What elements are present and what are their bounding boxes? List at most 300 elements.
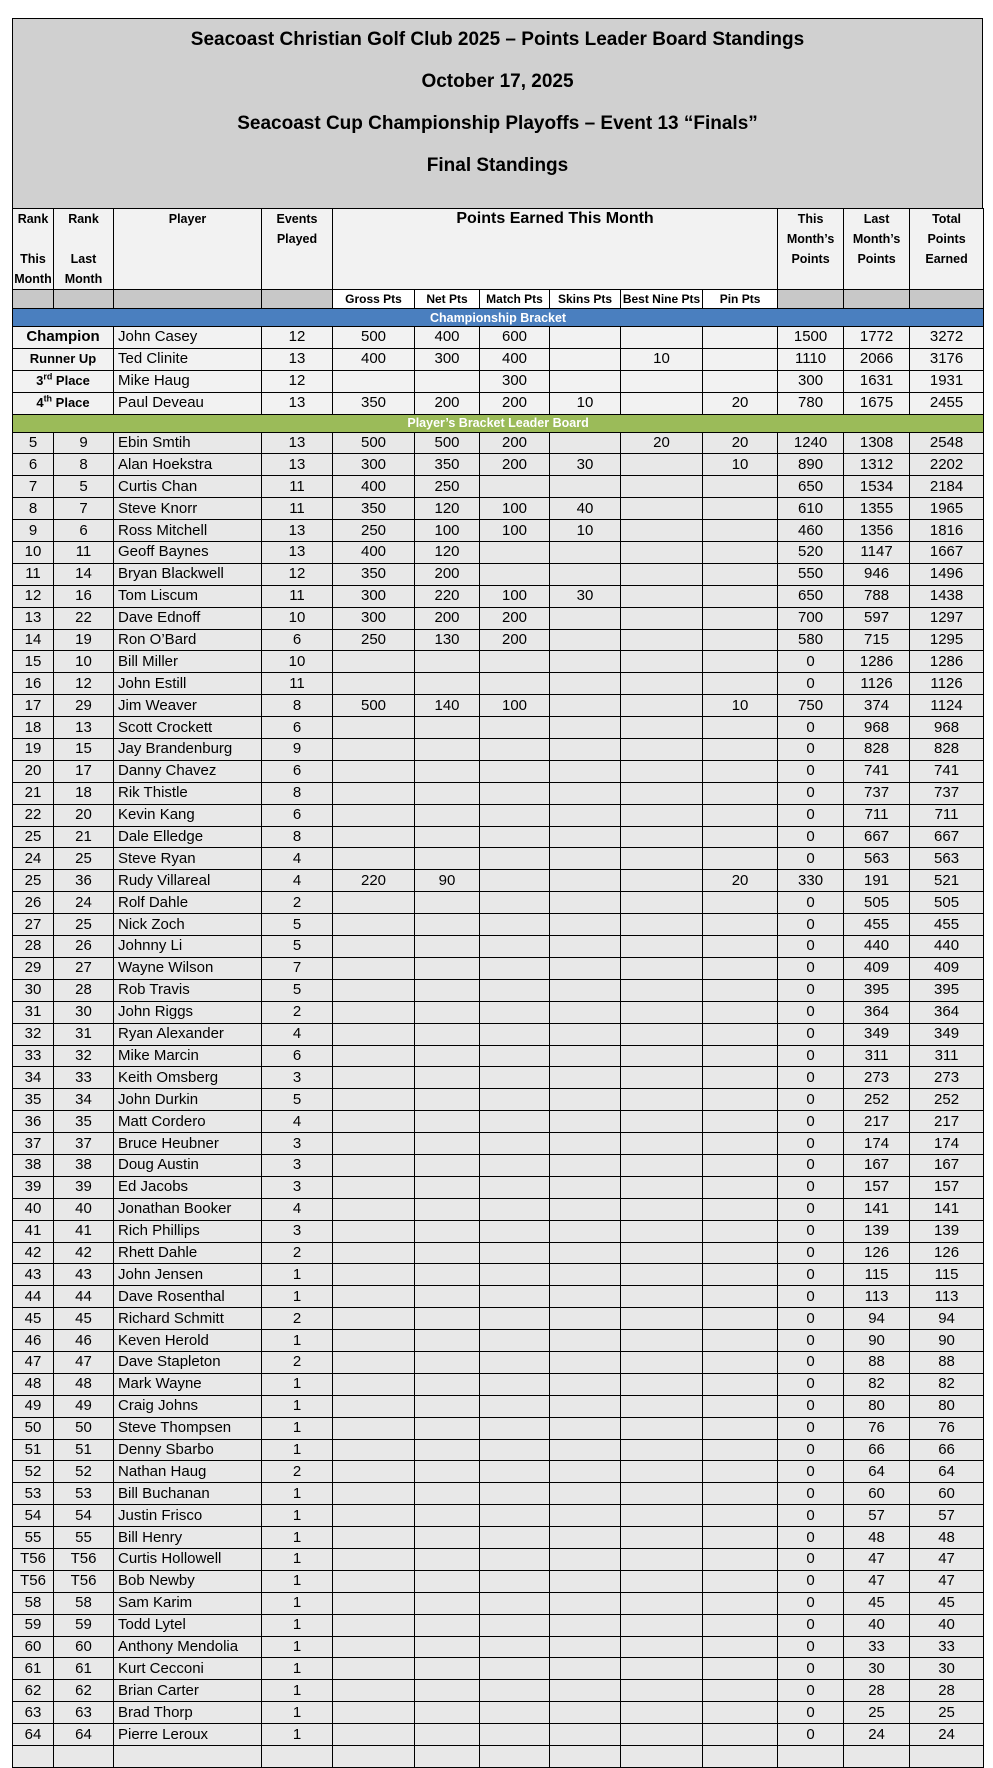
cell-pin [703, 1154, 778, 1176]
cell-rank-this: 48 [13, 1373, 54, 1395]
cell-rank-last: 11 [54, 542, 114, 564]
cell-last: 47 [844, 1548, 910, 1570]
cell-events: 1 [262, 1636, 333, 1658]
cell-rank-last: 7 [54, 498, 114, 520]
cell-events: 12 [262, 327, 333, 349]
cell-this: 0 [778, 1045, 844, 1067]
cell-match [480, 979, 550, 1001]
playoff-place [13, 392, 114, 414]
cell-pin [703, 1001, 778, 1023]
cell-this: 0 [778, 1286, 844, 1308]
cell-match [480, 1198, 550, 1220]
cell-last: 597 [844, 607, 910, 629]
cell-player: Denny Sbarbo [114, 1439, 262, 1461]
player-row [13, 826, 984, 848]
cell-rank-last: 21 [54, 826, 114, 848]
cell-last: 33 [844, 1636, 910, 1658]
cell-player: Keven Herold [114, 1330, 262, 1352]
cell-pin [703, 1570, 778, 1592]
cell-total: 273 [910, 1067, 984, 1089]
cell-last: 1126 [844, 673, 910, 695]
cell-skins [550, 1395, 621, 1417]
cell-best9 [621, 804, 703, 826]
cell-net [415, 1724, 480, 1746]
cell-net [415, 1154, 480, 1176]
cell-rank-last: T56 [54, 1570, 114, 1592]
cell-best9 [621, 936, 703, 958]
cell-rank-last: 55 [54, 1527, 114, 1549]
cell-match [480, 1330, 550, 1352]
player-row [13, 1089, 984, 1111]
cell-player: Craig Johns [114, 1395, 262, 1417]
cell-last: 64 [844, 1461, 910, 1483]
cell-skins [550, 957, 621, 979]
cell-events: 1 [262, 1527, 333, 1549]
cell-skins [550, 1614, 621, 1636]
cell-player: Geoff Baynes [114, 542, 262, 564]
player-row [13, 1286, 984, 1308]
player-row [13, 848, 984, 870]
cell-pin [703, 348, 778, 370]
cell-events: 11 [262, 585, 333, 607]
cell-best9 [621, 717, 703, 739]
cell-pin [703, 848, 778, 870]
cell-this: 0 [778, 1176, 844, 1198]
cell-gross [333, 1614, 415, 1636]
cell-last: 409 [844, 957, 910, 979]
player-row [13, 979, 984, 1001]
cell-player: Bryan Blackwell [114, 563, 262, 585]
cell-events: 13 [262, 432, 333, 454]
player-row [13, 1548, 984, 1570]
cell-player: Curtis Hollowell [114, 1548, 262, 1570]
cell-match [480, 1220, 550, 1242]
cell-pin [703, 1176, 778, 1198]
cell-gross [333, 1133, 415, 1155]
cell-total: 395 [910, 979, 984, 1001]
cell-rank-this: 42 [13, 1242, 54, 1264]
cell-last: 273 [844, 1067, 910, 1089]
cell-player: Wayne Wilson [114, 957, 262, 979]
cell-gross [333, 1001, 415, 1023]
subhead-blank [54, 290, 114, 309]
cell-this: 0 [778, 1089, 844, 1111]
cell-rank-this: 63 [13, 1702, 54, 1724]
cell-player: Ryan Alexander [114, 1023, 262, 1045]
cell-rank-last: 53 [54, 1483, 114, 1505]
cell-rank-last: 32 [54, 1045, 114, 1067]
cell-this: 0 [778, 717, 844, 739]
cell-gross: 250 [333, 629, 415, 651]
cell-this: 0 [778, 957, 844, 979]
cell-rank-last: 58 [54, 1592, 114, 1614]
cell-gross [333, 1154, 415, 1176]
cell-rank-last: 24 [54, 892, 114, 914]
cell-rank-this: 32 [13, 1023, 54, 1045]
cell-skins [550, 739, 621, 761]
col-net-pts: Net Pts [415, 290, 480, 309]
cell-gross [333, 914, 415, 936]
subhead-blank [778, 290, 844, 309]
cell-total: 3176 [910, 348, 984, 370]
cell-total: 521 [910, 870, 984, 892]
cell-player: Bill Buchanan [114, 1483, 262, 1505]
cell-best9 [621, 1395, 703, 1417]
cell-rank-last: 36 [54, 870, 114, 892]
cell-gross [333, 1724, 415, 1746]
cell-match: 300 [480, 370, 550, 392]
cell-player: Jim Weaver [114, 695, 262, 717]
cell-pin [703, 1111, 778, 1133]
cell-total: 47 [910, 1548, 984, 1570]
cell-gross [333, 1045, 415, 1067]
cell-pin [703, 1242, 778, 1264]
cell-events: 3 [262, 1176, 333, 1198]
cell-best9 [621, 1417, 703, 1439]
cell-player: Brian Carter [114, 1680, 262, 1702]
cell-best9 [621, 1548, 703, 1570]
cell-match [480, 848, 550, 870]
empty-cell [114, 1746, 262, 1768]
cell-events: 1 [262, 1614, 333, 1636]
cell-player: Bill Miller [114, 651, 262, 673]
cell-pin [703, 892, 778, 914]
cell-events: 12 [262, 370, 333, 392]
cell-rank-this: 39 [13, 1176, 54, 1198]
cell-this: 0 [778, 782, 844, 804]
cell-player: Sam Karim [114, 1592, 262, 1614]
cell-best9 [621, 585, 703, 607]
cell-last: 563 [844, 848, 910, 870]
cell-events: 4 [262, 848, 333, 870]
cell-gross [333, 1439, 415, 1461]
cell-skins: 10 [550, 392, 621, 414]
cell-rank-this: 55 [13, 1527, 54, 1549]
cell-player: Dave Ednoff [114, 607, 262, 629]
cell-net [415, 1417, 480, 1439]
cell-gross: 220 [333, 870, 415, 892]
cell-total: 157 [910, 1176, 984, 1198]
cell-rank-last: 22 [54, 607, 114, 629]
cell-best9 [621, 957, 703, 979]
cell-total: 968 [910, 717, 984, 739]
cell-pin [703, 1548, 778, 1570]
cell-this: 0 [778, 1702, 844, 1724]
cell-events: 8 [262, 782, 333, 804]
cell-total: 115 [910, 1264, 984, 1286]
cell-last: 66 [844, 1439, 910, 1461]
cell-events: 1 [262, 1592, 333, 1614]
cell-events: 2 [262, 1308, 333, 1330]
cell-net [415, 760, 480, 782]
cell-match: 100 [480, 520, 550, 542]
cell-player: Justin Frisco [114, 1505, 262, 1527]
cell-total: 1667 [910, 542, 984, 564]
player-row [13, 1067, 984, 1089]
cell-best9 [621, 1527, 703, 1549]
player-row [13, 1351, 984, 1373]
cell-last: 741 [844, 760, 910, 782]
cell-total: 1965 [910, 498, 984, 520]
cell-skins [550, 1308, 621, 1330]
cell-total: 47 [910, 1570, 984, 1592]
cell-rank-this: 17 [13, 695, 54, 717]
empty-cell [910, 1746, 984, 1768]
cell-rank-last: 31 [54, 1023, 114, 1045]
cell-total: 40 [910, 1614, 984, 1636]
cell-gross [333, 804, 415, 826]
cell-player: John Estill [114, 673, 262, 695]
cell-gross: 400 [333, 542, 415, 564]
cell-total: 1286 [910, 651, 984, 673]
cell-total: 349 [910, 1023, 984, 1045]
cell-player: Rik Thistle [114, 782, 262, 804]
cell-best9 [621, 1724, 703, 1746]
cell-net [415, 1702, 480, 1724]
cell-last: 946 [844, 563, 910, 585]
cell-last: 174 [844, 1133, 910, 1155]
cell-rank-this: 60 [13, 1636, 54, 1658]
cell-this: 0 [778, 651, 844, 673]
cell-gross: 400 [333, 476, 415, 498]
cell-match [480, 1527, 550, 1549]
cell-match: 200 [480, 392, 550, 414]
cell-net [415, 1527, 480, 1549]
cell-player: Dale Elledge [114, 826, 262, 848]
cell-best9 [621, 870, 703, 892]
cell-events: 13 [262, 392, 333, 414]
cell-match: 200 [480, 454, 550, 476]
playoff-place [13, 370, 114, 392]
cell-best9 [621, 1286, 703, 1308]
cell-this: 520 [778, 542, 844, 564]
cell-events: 4 [262, 1023, 333, 1045]
cell-skins [550, 892, 621, 914]
cell-pin [703, 1636, 778, 1658]
cell-rank-this: 20 [13, 760, 54, 782]
cell-gross: 300 [333, 454, 415, 476]
section-label: Player’s Bracket Leader Board [13, 414, 984, 432]
cell-this: 0 [778, 892, 844, 914]
cell-best9 [621, 327, 703, 349]
cell-skins [550, 695, 621, 717]
cell-best9 [621, 1570, 703, 1592]
cell-events: 1 [262, 1417, 333, 1439]
cell-skins [550, 1045, 621, 1067]
player-row [13, 1680, 984, 1702]
cell-rank-this: 37 [13, 1133, 54, 1155]
cell-pin [703, 717, 778, 739]
cell-this: 460 [778, 520, 844, 542]
cell-rank-this: 47 [13, 1351, 54, 1373]
cell-events: 1 [262, 1439, 333, 1461]
cell-rank-last: 33 [54, 1067, 114, 1089]
cell-rank-last: 60 [54, 1636, 114, 1658]
cell-events: 2 [262, 1351, 333, 1373]
cell-player: John Jensen [114, 1264, 262, 1286]
report-subtitle: Final Standings [426, 155, 569, 176]
cell-player: Steve Knorr [114, 498, 262, 520]
cell-pin [703, 476, 778, 498]
cell-skins [550, 1264, 621, 1286]
cell-rank-last: 27 [54, 957, 114, 979]
cell-pin [703, 1045, 778, 1067]
cell-rank-last: 62 [54, 1680, 114, 1702]
cell-best9 [621, 914, 703, 936]
cell-events: 5 [262, 1089, 333, 1111]
cell-pin [703, 1373, 778, 1395]
cell-skins [550, 1067, 621, 1089]
cell-rank-this: 18 [13, 717, 54, 739]
cell-rank-last: 41 [54, 1220, 114, 1242]
playoff-row [13, 370, 984, 392]
cell-pin: 10 [703, 695, 778, 717]
cell-this: 1110 [778, 348, 844, 370]
cell-net [415, 1395, 480, 1417]
cell-match [480, 782, 550, 804]
cell-gross [333, 1067, 415, 1089]
cell-best9 [621, 498, 703, 520]
cell-match [480, 1023, 550, 1045]
cell-pin [703, 542, 778, 564]
place-ordinal: rd [43, 371, 53, 382]
cell-events: 1 [262, 1680, 333, 1702]
empty-cell [778, 1746, 844, 1768]
cell-last: 1355 [844, 498, 910, 520]
cell-net [415, 1461, 480, 1483]
cell-skins [550, 1242, 621, 1264]
cell-last: 88 [844, 1351, 910, 1373]
cell-player: Ted Clinite [114, 348, 262, 370]
cell-rank-this: 44 [13, 1286, 54, 1308]
col-pin-pts: Pin Pts [703, 290, 778, 309]
cell-best9 [621, 542, 703, 564]
cell-best9 [621, 1658, 703, 1680]
empty-cell [844, 1746, 910, 1768]
cell-skins [550, 651, 621, 673]
player-row [13, 782, 984, 804]
cell-player: Mike Marcin [114, 1045, 262, 1067]
cell-skins [550, 1023, 621, 1045]
cell-last: 1356 [844, 520, 910, 542]
cell-skins [550, 1461, 621, 1483]
cell-best9 [621, 1133, 703, 1155]
cell-match [480, 651, 550, 673]
cell-match [480, 1439, 550, 1461]
cell-rank-last: 10 [54, 651, 114, 673]
cell-this: 0 [778, 914, 844, 936]
cell-match: 200 [480, 629, 550, 651]
cell-rank-last: 48 [54, 1373, 114, 1395]
cell-rank-last: 35 [54, 1111, 114, 1133]
cell-player: Rolf Dahle [114, 892, 262, 914]
cell-rank-this: 62 [13, 1680, 54, 1702]
cell-rank-this: 27 [13, 914, 54, 936]
cell-rank-this: 6 [13, 454, 54, 476]
cell-last: 157 [844, 1176, 910, 1198]
cell-best9 [621, 1351, 703, 1373]
cell-total: 2202 [910, 454, 984, 476]
cell-skins [550, 1373, 621, 1395]
cell-last: 440 [844, 936, 910, 958]
cell-last: 374 [844, 695, 910, 717]
cell-net [415, 1351, 480, 1373]
player-row [13, 1483, 984, 1505]
cell-net [415, 739, 480, 761]
cell-skins [550, 1527, 621, 1549]
cell-match [480, 1176, 550, 1198]
cell-this: 1240 [778, 432, 844, 454]
cell-last: 40 [844, 1614, 910, 1636]
cell-player: Dave Rosenthal [114, 1286, 262, 1308]
cell-gross [333, 1264, 415, 1286]
cell-net [415, 957, 480, 979]
cell-skins [550, 1176, 621, 1198]
cell-gross [333, 826, 415, 848]
cell-net [415, 1023, 480, 1045]
cell-pin [703, 1483, 778, 1505]
cell-match [480, 1045, 550, 1067]
cell-pin: 20 [703, 870, 778, 892]
cell-net [415, 1636, 480, 1658]
cell-gross [333, 1592, 415, 1614]
cell-gross [333, 717, 415, 739]
cell-pin [703, 327, 778, 349]
cell-player: Alan Hoekstra [114, 454, 262, 476]
cell-rank-this: 19 [13, 739, 54, 761]
cell-player: Steve Thompsen [114, 1417, 262, 1439]
cell-best9 [621, 1264, 703, 1286]
cell-gross [333, 1351, 415, 1373]
cell-net: 350 [415, 454, 480, 476]
cell-pin [703, 1286, 778, 1308]
cell-gross [333, 1023, 415, 1045]
cell-events: 2 [262, 892, 333, 914]
cell-skins [550, 936, 621, 958]
cell-player: John Riggs [114, 1001, 262, 1023]
cell-total: 1931 [910, 370, 984, 392]
cell-this: 0 [778, 1417, 844, 1439]
cell-net: 120 [415, 498, 480, 520]
col-match-pts: Match Pts [480, 290, 550, 309]
cell-last: 90 [844, 1330, 910, 1352]
cell-events: 1 [262, 1330, 333, 1352]
cell-best9 [621, 1373, 703, 1395]
cell-events: 8 [262, 826, 333, 848]
cell-best9: 20 [621, 432, 703, 454]
cell-skins [550, 432, 621, 454]
cell-events: 11 [262, 476, 333, 498]
empty-cell [13, 1746, 54, 1768]
cell-rank-this: 58 [13, 1592, 54, 1614]
cell-player: Brad Thorp [114, 1702, 262, 1724]
cell-match [480, 1242, 550, 1264]
cell-last: 1631 [844, 370, 910, 392]
cell-net [415, 1680, 480, 1702]
place-text: 4 [36, 395, 44, 411]
cell-gross [333, 1702, 415, 1724]
player-row [13, 585, 984, 607]
cell-player: Doug Austin [114, 1154, 262, 1176]
cell-this: 0 [778, 1724, 844, 1746]
cell-this: 0 [778, 1154, 844, 1176]
cell-events: 4 [262, 1198, 333, 1220]
cell-best9 [621, 892, 703, 914]
cell-skins [550, 1220, 621, 1242]
cell-player: Matt Cordero [114, 1111, 262, 1133]
player-row [13, 651, 984, 673]
cell-net [415, 1592, 480, 1614]
